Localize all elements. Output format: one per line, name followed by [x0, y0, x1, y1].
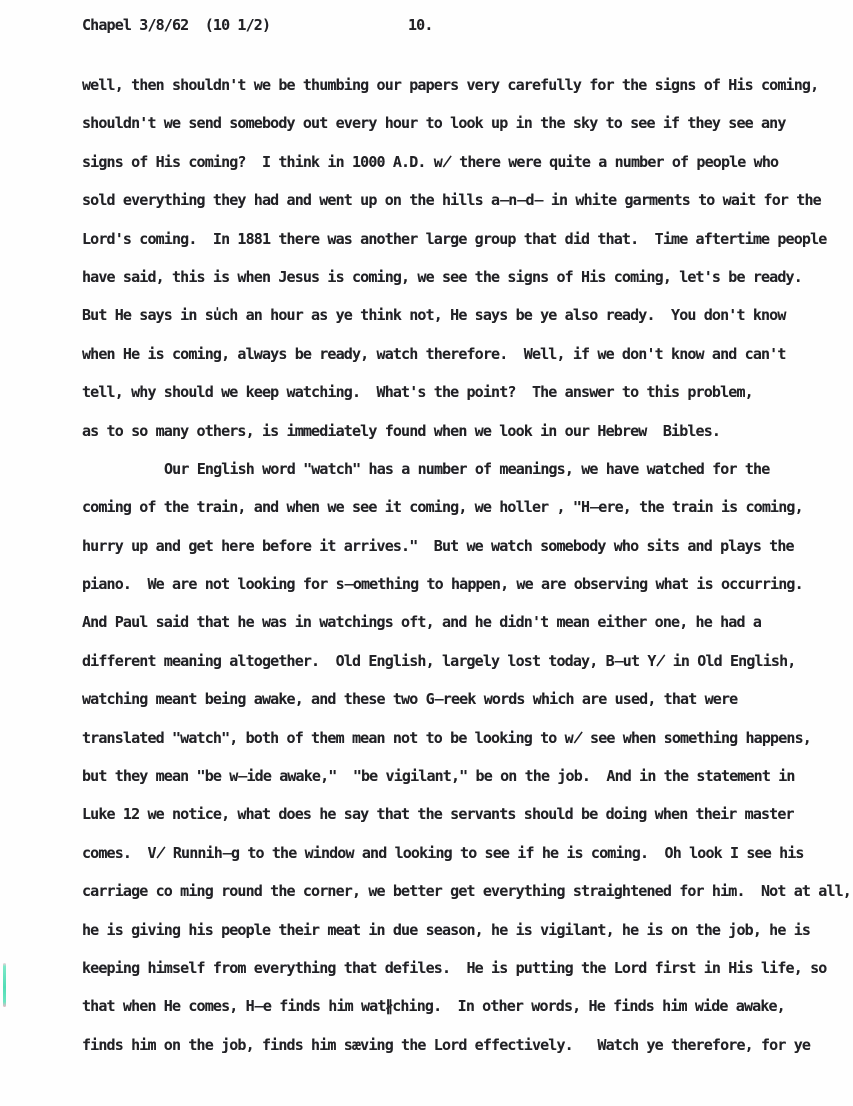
text-line: coming of the train, and when we see it coming, we holler , "H̶ere, the train is coming,	[82, 498, 803, 517]
text-line: he is giving his people their meat in due season, he is vigilant, he is on the job, he is	[82, 920, 811, 939]
text-line: finds him on the job, finds him sæving the Lord effectively. Watch ye therefore, for ye	[82, 1035, 811, 1054]
text-line: sold everything they had and went up on the hills a̶n̶d̶ in white garments to wait for the	[82, 191, 821, 210]
text-line: Our English word "watch" has a number of meanings, we have watched for the	[164, 459, 770, 478]
text-line: carriage co ming round the corner, we better get everything straightened for him. Not at all,	[82, 882, 851, 901]
text-line: shouldn't we send somebody out every hour to look up in the sky to see if they see any	[82, 114, 786, 133]
text-line: different meaning altogether. Old English, largely lost today, B̶ut Y̸ in Old English,	[82, 651, 796, 670]
text-line: hurry up and get here before it arrives." But we watch somebody who sits and plays the	[82, 536, 794, 555]
text-line: as to so many others, is immediately found when we look in our Hebrew Bibles.	[82, 421, 721, 440]
text-line: And Paul said that he was in watchings oft, and he didn't mean either one, he had a	[82, 613, 762, 632]
text-line: keeping himself from everything that defiles. He is putting the Lord first in His life, so	[82, 958, 827, 977]
text-line: piano. We are not looking for s̶omething to happen, we are observing what is occurring.	[82, 575, 803, 594]
text-line: comes. V̸ Runnih̶g to the window and looking to see if he is coming. Oh look I see his	[82, 843, 804, 862]
text-line: but they mean "be w̶ide awake," "be vigilant," be on the job. And in the statement in	[82, 767, 795, 786]
margin-pen-mark	[3, 963, 6, 1007]
page-header	[82, 16, 843, 38]
text-line: watching meant being awake, and these two G̶reek words which are used, that were	[82, 690, 738, 709]
text-line: Lord's coming. In 1881 there was another large group that did that. Time aftertime people	[82, 229, 827, 248]
page-number: 10.	[408, 16, 433, 34]
text-line: tell, why should we keep watching. What's the point? The answer to this problem,	[82, 383, 753, 402]
text-line: have said, this is when Jesus is coming, we see the signs of His coming, let's be ready.	[82, 267, 802, 286]
text-line: translated "watch", both of them mean not to be looking to w̸ see when something happens,	[82, 728, 811, 747]
text-line: But He says in su̍ch an hour as ye think not, He says be ye also ready. You don't know	[82, 306, 786, 325]
text-line: well, then shouldn't we be thumbing our papers very carefully for the signs of His coming,	[82, 76, 819, 94]
text-line: Luke 12 we notice, what does he say that the servants should be doing when their master	[82, 805, 794, 824]
header-session-label: Chapel 3/8/62 (10 1/2)	[82, 16, 271, 34]
transcript-body	[82, 66, 851, 1064]
text-line: that when He comes, H̶e finds him wat∦ching. In other words, He finds him wide awake,	[82, 997, 785, 1016]
text-line: when He is coming, always be ready, watch therefore. Well, if we don't know and can't	[82, 344, 786, 363]
text-line: signs of His coming? I think in 1000 A.D. w̸ there were quite a number of people who	[82, 152, 779, 171]
